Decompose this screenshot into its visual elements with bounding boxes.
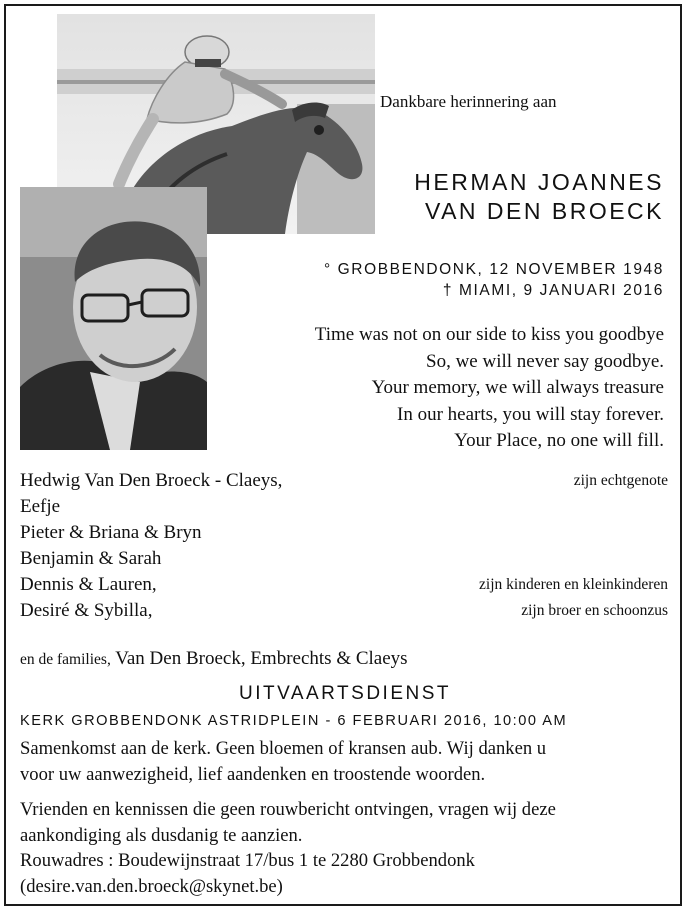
family-relation: zijn echtgenote <box>573 472 668 489</box>
families-names: Van Den Broeck, Embrechts & Claeys <box>115 648 408 669</box>
extended-families <box>20 648 408 670</box>
email-line: (desire.van.den.broeck@skynet.be) <box>20 875 283 897</box>
family-row <box>20 522 668 548</box>
birth-line: ° GROBBENDONK, 12 NOVEMBER 1948 <box>323 261 664 278</box>
life-dates <box>324 259 664 301</box>
families-prefix: en de families, <box>20 651 111 668</box>
poem-line: So, we will never say goodbye. <box>426 350 664 372</box>
poem-line: Your Place, no one will fill. <box>454 430 664 451</box>
service-title: UITVAARTSDIENST <box>238 683 452 704</box>
family-row <box>20 600 668 626</box>
intro-text: Dankbare herinnering aan <box>380 92 557 111</box>
family-row <box>20 496 668 522</box>
family-row <box>20 470 668 496</box>
portrait-photo <box>20 187 207 450</box>
service-details: KERK GROBBENDONK ASTRIDPLEIN - 6 FEBRUARI 2016, 10:00 AM <box>20 713 568 729</box>
family-relation: zijn kinderen en kleinkinderen <box>479 576 668 593</box>
poem <box>244 322 664 455</box>
family-names: Benjamin & Sarah <box>20 548 162 569</box>
service-paragraph-1 <box>20 736 680 787</box>
family-names: Desiré & Sybilla, <box>20 600 153 621</box>
paragraph-line: voor uw aanwezigheid, lief aandenken en troostende woorden. <box>20 763 486 785</box>
paragraph-line: Vrienden en kennissen die geen rouwbericht ontvingen, vragen wij deze <box>20 799 556 820</box>
name-line-1: HERMAN JOANNES <box>414 169 664 195</box>
death-line: † MIAMI, 9 JANUARI 2016 <box>442 282 664 299</box>
deceased-name <box>414 168 664 226</box>
name-line-2: VAN DEN BROECK <box>424 198 664 224</box>
paragraph-line: Samenkomst aan de kerk. Geen bloemen of kransen aub. Wij danken u <box>20 738 547 759</box>
poem-line: Time was not on our side to kiss you goodbye <box>314 324 664 345</box>
family-relation: zijn broer en schoonzus <box>521 602 668 619</box>
family-names: Eefje <box>20 496 61 517</box>
family-names: Pieter & Briana & Bryn <box>20 522 202 543</box>
paragraph-line: aankondiging als dusdanig te aanzien. <box>20 824 303 846</box>
family-names: Dennis & Lauren, <box>20 574 157 595</box>
address-line: Rouwadres : Boudewijnstraat 17/bus 1 te 2280 Grobbendonk <box>20 850 475 871</box>
poem-line: Your memory, we will always treasure <box>371 377 664 398</box>
family-row <box>20 548 668 574</box>
service-paragraph-2 <box>20 797 680 899</box>
family-names: Hedwig Van Den Broeck - Claeys, <box>20 470 283 491</box>
family-row <box>20 574 668 600</box>
poem-line: In our hearts, you will stay forever. <box>397 403 664 425</box>
